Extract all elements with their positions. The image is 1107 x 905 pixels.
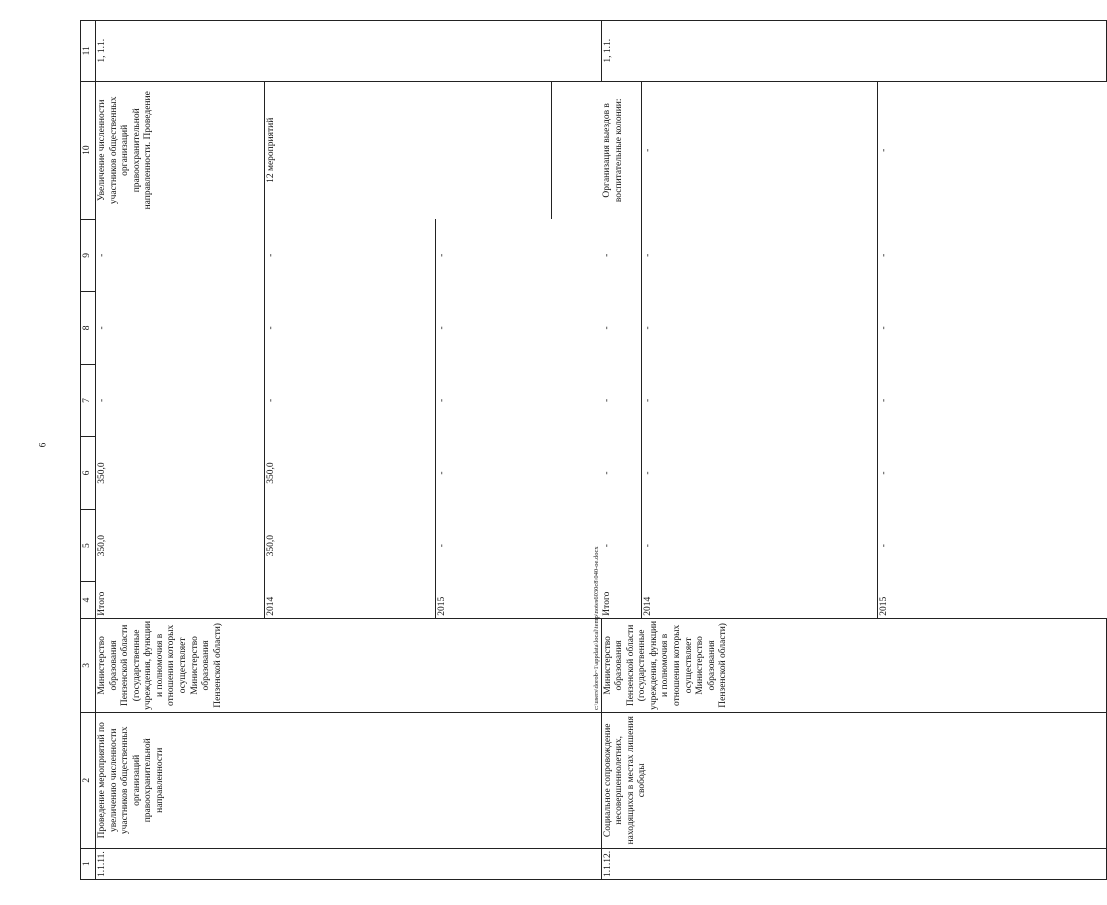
value: -	[264, 292, 435, 365]
value-cell	[96, 437, 602, 510]
value: -	[641, 219, 878, 292]
period-label: 2015	[878, 582, 1106, 618]
header-cell: 5	[81, 509, 96, 582]
value-cell	[601, 219, 1106, 292]
value-cell	[96, 509, 602, 582]
result-text: -	[878, 82, 1106, 219]
value: -	[435, 292, 601, 365]
header-cell: 9	[81, 219, 96, 292]
header-cell: 4	[81, 582, 96, 618]
value: -	[97, 253, 107, 257]
value: 350,0	[264, 437, 435, 510]
value: -	[878, 364, 1106, 437]
table-row	[96, 21, 602, 880]
row-number: 1.1.12.	[601, 848, 1106, 879]
executor: Министерство образования Пензенской области (государственные учреждения, функции и полномочия в отношении которых осуществляет Министерство образования Пензенской области)	[96, 618, 602, 712]
period-cell	[601, 582, 1106, 618]
value: -	[602, 471, 612, 475]
value-cell	[96, 364, 602, 437]
value: -	[602, 326, 612, 330]
result-cell	[96, 81, 602, 219]
result-text: Увеличение численности участников общественных организаций правоохранительной направленности. Проведение	[97, 91, 154, 210]
value: -	[641, 437, 878, 510]
value: -	[602, 253, 612, 257]
value-cell	[601, 437, 1106, 510]
value: -	[641, 509, 878, 582]
period-label: 2014	[641, 582, 878, 618]
header-cell: 3	[81, 618, 96, 712]
result-text: -	[641, 82, 878, 219]
footer-file-path: c:\users\dorob~1\appdata\local\temp\notes6030c8\040-oe.docx	[593, 546, 600, 710]
header-row	[81, 21, 96, 880]
value: -	[435, 509, 601, 582]
period-label: 2015	[435, 582, 601, 618]
measure-name: Проведение мероприятий по увеличению численности участников общественных организаций правоохранительной направленности	[96, 713, 602, 849]
value: -	[878, 219, 1106, 292]
period-label: Итого	[97, 591, 107, 616]
value: 350,0	[97, 462, 107, 484]
header-cell: 7	[81, 364, 96, 437]
value: 350,0	[264, 509, 435, 582]
value: -	[641, 364, 878, 437]
header-cell: 2	[81, 713, 96, 849]
header-cell: 1	[81, 848, 96, 879]
value-cell	[601, 292, 1106, 365]
header-cell: 11	[81, 21, 96, 82]
result-cell	[601, 81, 1106, 219]
row-number: 1.1.11.	[96, 848, 602, 879]
result-text: 12 мероприятий	[264, 82, 552, 219]
period-label: 2014	[264, 582, 435, 618]
value: -	[97, 326, 107, 330]
value-cell	[601, 364, 1106, 437]
page-number: 6	[37, 442, 48, 448]
value: -	[878, 437, 1106, 510]
header-cell: 6	[81, 437, 96, 510]
value: -	[264, 364, 435, 437]
result-text	[552, 82, 601, 219]
value: -	[435, 219, 601, 292]
value: -	[641, 292, 878, 365]
value: -	[264, 219, 435, 292]
value: -	[435, 364, 601, 437]
result-text: Организация выездов в воспитательные колонии:	[602, 98, 624, 203]
value: 350,0	[97, 534, 107, 557]
header-cell: 10	[81, 81, 96, 219]
value: -	[602, 398, 612, 403]
table-row	[601, 21, 1106, 880]
value-cell	[96, 219, 602, 292]
indicator-ref: 1, 1.1.	[601, 21, 1106, 82]
value: -	[97, 398, 107, 403]
header-cell: 8	[81, 292, 96, 365]
value-cell	[96, 292, 602, 365]
indicator-ref: 1, 1.1.	[96, 21, 602, 82]
period-label: Итого	[602, 591, 612, 616]
period-cell	[96, 582, 602, 618]
value: -	[435, 437, 601, 510]
value: -	[602, 544, 612, 548]
value: -	[878, 509, 1106, 582]
measure-name: Социальное сопровождение несовершеннолетних, находящихся в местах лишения свободы	[601, 713, 1106, 849]
measures-table	[80, 20, 1107, 880]
executor: Министерство образования Пензенской области (государственные учреждения, функции и полномочия в отношении которых осуществляет Министерство образования Пензенской области)	[601, 618, 1106, 712]
value: -	[878, 292, 1106, 365]
value-cell	[601, 509, 1106, 582]
